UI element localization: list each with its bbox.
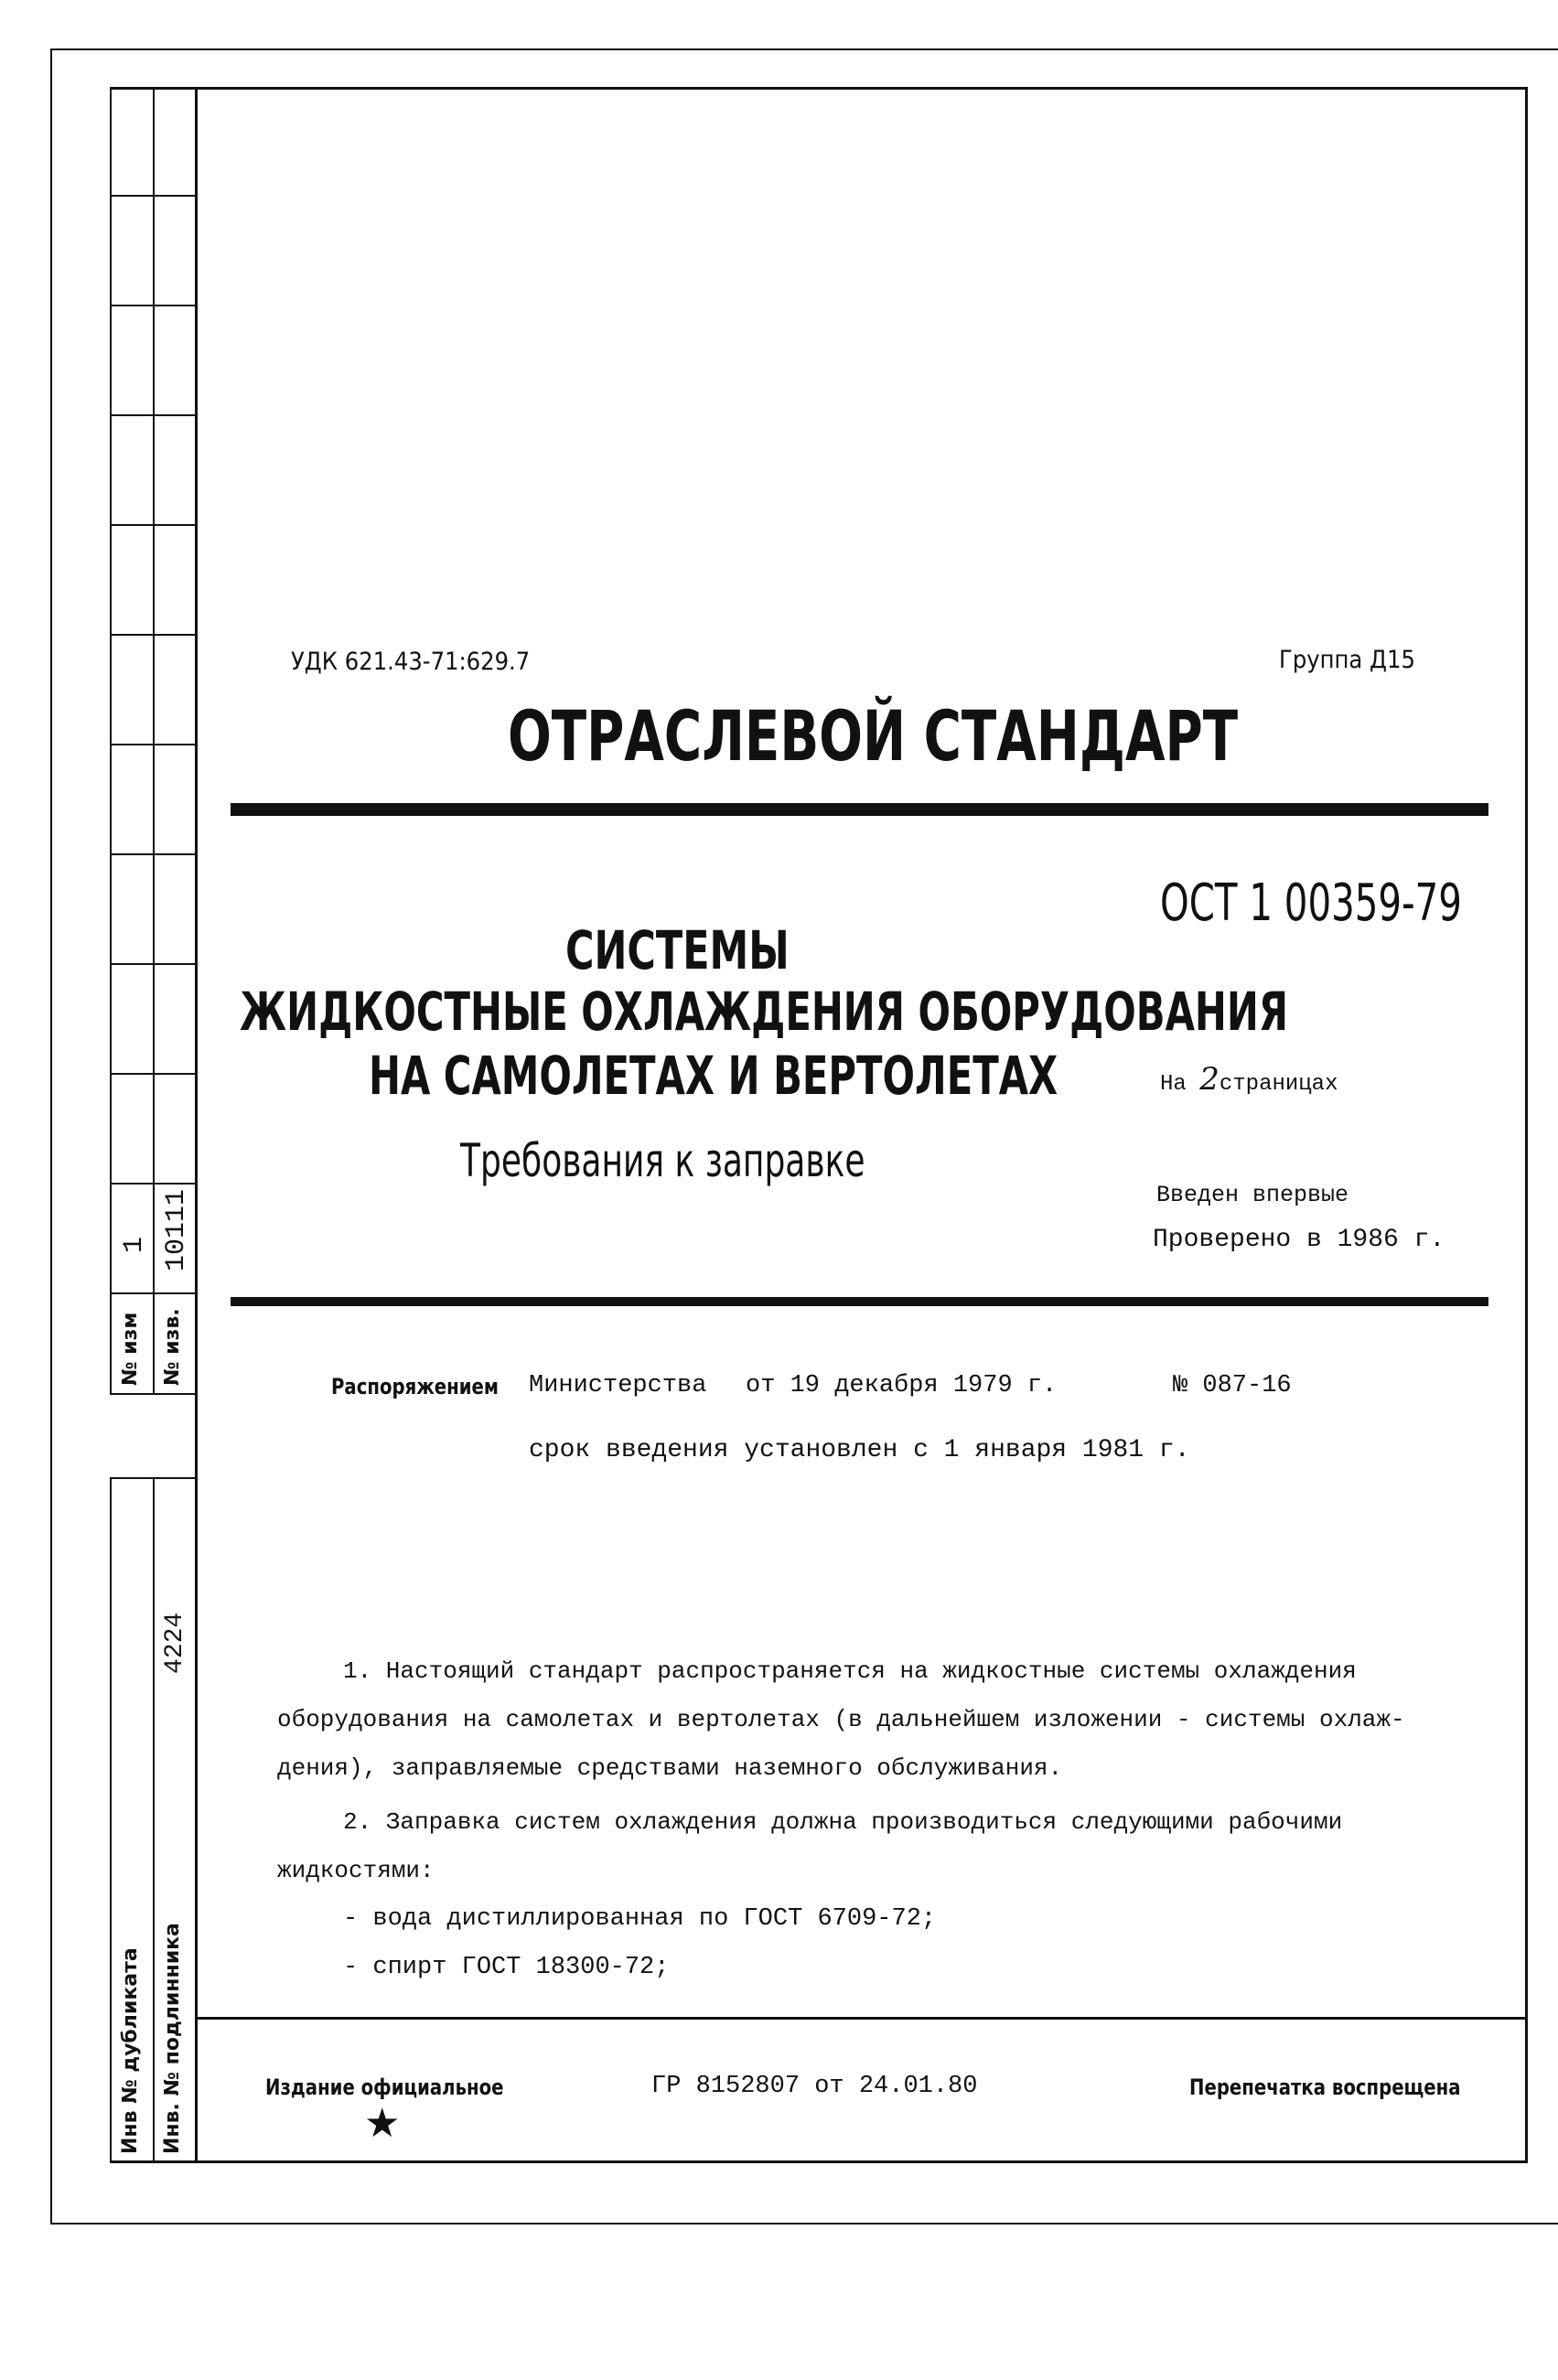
frame-bottom-outer bbox=[50, 2223, 1558, 2225]
order-label: Распоряжением bbox=[331, 1374, 499, 1399]
stamp-cell-sep bbox=[110, 414, 197, 416]
change-no-label: № изм bbox=[119, 1312, 142, 1386]
inv-value: 4224 bbox=[161, 1612, 189, 1674]
change-no-value: 1 bbox=[119, 1236, 150, 1253]
udk-code: УДК 621.43-71:629.7 bbox=[291, 648, 531, 676]
title-line-3: НА САМОЛЕТАХ И ВЕРТОЛЕТАХ bbox=[369, 1045, 1058, 1107]
title-line-2: ЖИДКОСТНЫЕ ОХЛАЖДЕНИЯ ОБОРУДОВАНИЯ bbox=[240, 981, 1288, 1043]
stamp-cell-sep bbox=[110, 195, 197, 197]
notice-no-label: № изв. bbox=[161, 1308, 184, 1386]
list-item-1: - вода дистиллированная по ГОСТ 6709-72; bbox=[343, 1905, 937, 1933]
edition-label: Издание официальное bbox=[265, 2074, 504, 2100]
order-ministry: Министерства bbox=[529, 1372, 707, 1399]
list-item-2: - спирт ГОСТ 18300-72; bbox=[343, 1954, 670, 1981]
frame-bottom-inner bbox=[110, 2160, 1528, 2163]
order-date: от 19 декабря 1979 г. bbox=[746, 1372, 1058, 1399]
pages-prefix: На bbox=[1160, 1072, 1187, 1097]
dup-label: Инв № дубликата bbox=[119, 1947, 142, 2154]
p1-line-2: оборудования на самолетах и вертолетах (в дальнейшем изложении - системы охлаж- bbox=[277, 1706, 1405, 1733]
checked-note: Проверено в 1986 г. bbox=[1153, 1226, 1445, 1254]
order-number: № 087-16 bbox=[1173, 1372, 1292, 1399]
stamp-col-left-lower bbox=[110, 1477, 112, 2163]
stamp-cell-sep bbox=[110, 744, 197, 745]
group-code: Группа Д15 bbox=[1279, 646, 1415, 674]
star-icon: ★ bbox=[364, 2100, 401, 2147]
p2-line-2: жидкостями: bbox=[277, 1857, 435, 1884]
frame-top-inner bbox=[110, 87, 1528, 90]
stamp-cell-sep bbox=[110, 1073, 197, 1075]
frame-right-inner bbox=[1525, 87, 1528, 2163]
orig-label: Инв. № подлинника bbox=[161, 1923, 184, 2154]
thick-rule-bottom bbox=[231, 1297, 1488, 1306]
pages-suffix: страницах bbox=[1219, 1072, 1338, 1097]
stamp-cell-sep bbox=[110, 1393, 197, 1395]
stamp-cell-sep bbox=[110, 1477, 197, 1479]
stamp-cell-sep bbox=[110, 524, 197, 526]
standard-designation: ОСТ 1 00359-79 bbox=[1160, 874, 1462, 933]
frame-top-outer bbox=[50, 48, 1558, 50]
stamp-cell-sep bbox=[110, 1183, 197, 1185]
order-effective: срок введения установлен с 1 января 1981 г. bbox=[529, 1436, 1190, 1464]
stamp-cell-sep bbox=[110, 634, 197, 636]
stamp-col-left bbox=[110, 87, 112, 1395]
footer-rule bbox=[195, 2017, 1528, 2020]
p1-line-1: 1. Настоящий стандарт распространяется на жидкостные системы охлаждения bbox=[343, 1657, 1357, 1685]
pages-info bbox=[1160, 1061, 1338, 1098]
reprint-notice: Перепечатка воспрещена bbox=[1189, 2074, 1461, 2100]
thick-rule-top bbox=[231, 803, 1488, 816]
standard-type: ОТРАСЛЕВОЙ СТАНДАРТ bbox=[508, 695, 1239, 777]
registration-number: ГР 8152807 от 24.01.80 bbox=[651, 2073, 978, 2100]
frame-left-outer bbox=[50, 48, 52, 2224]
stamp-cell-sep bbox=[110, 305, 197, 306]
title-line-1: СИСТЕМЫ bbox=[565, 919, 790, 981]
introduced-note: Введен впервые bbox=[1156, 1182, 1349, 1208]
p2-line-1: 2. Заправка систем охлаждения должна производиться следующими рабочими bbox=[343, 1808, 1343, 1836]
pages-count: 2 bbox=[1199, 1061, 1220, 1098]
stamp-cell-sep bbox=[110, 963, 197, 965]
stamp-cell-sep bbox=[110, 1292, 197, 1294]
stamp-col-mid-lower bbox=[153, 1477, 155, 2163]
p1-line-3: дения), заправляемые средствами наземного обслуживания. bbox=[277, 1754, 1063, 1782]
title-subtitle: Требования к заправке bbox=[460, 1134, 865, 1187]
stamp-col-mid bbox=[153, 87, 155, 1395]
notice-no-value: 10111 bbox=[161, 1188, 192, 1271]
stamp-cell-sep bbox=[110, 853, 197, 855]
frame-left-inner bbox=[195, 87, 198, 2163]
